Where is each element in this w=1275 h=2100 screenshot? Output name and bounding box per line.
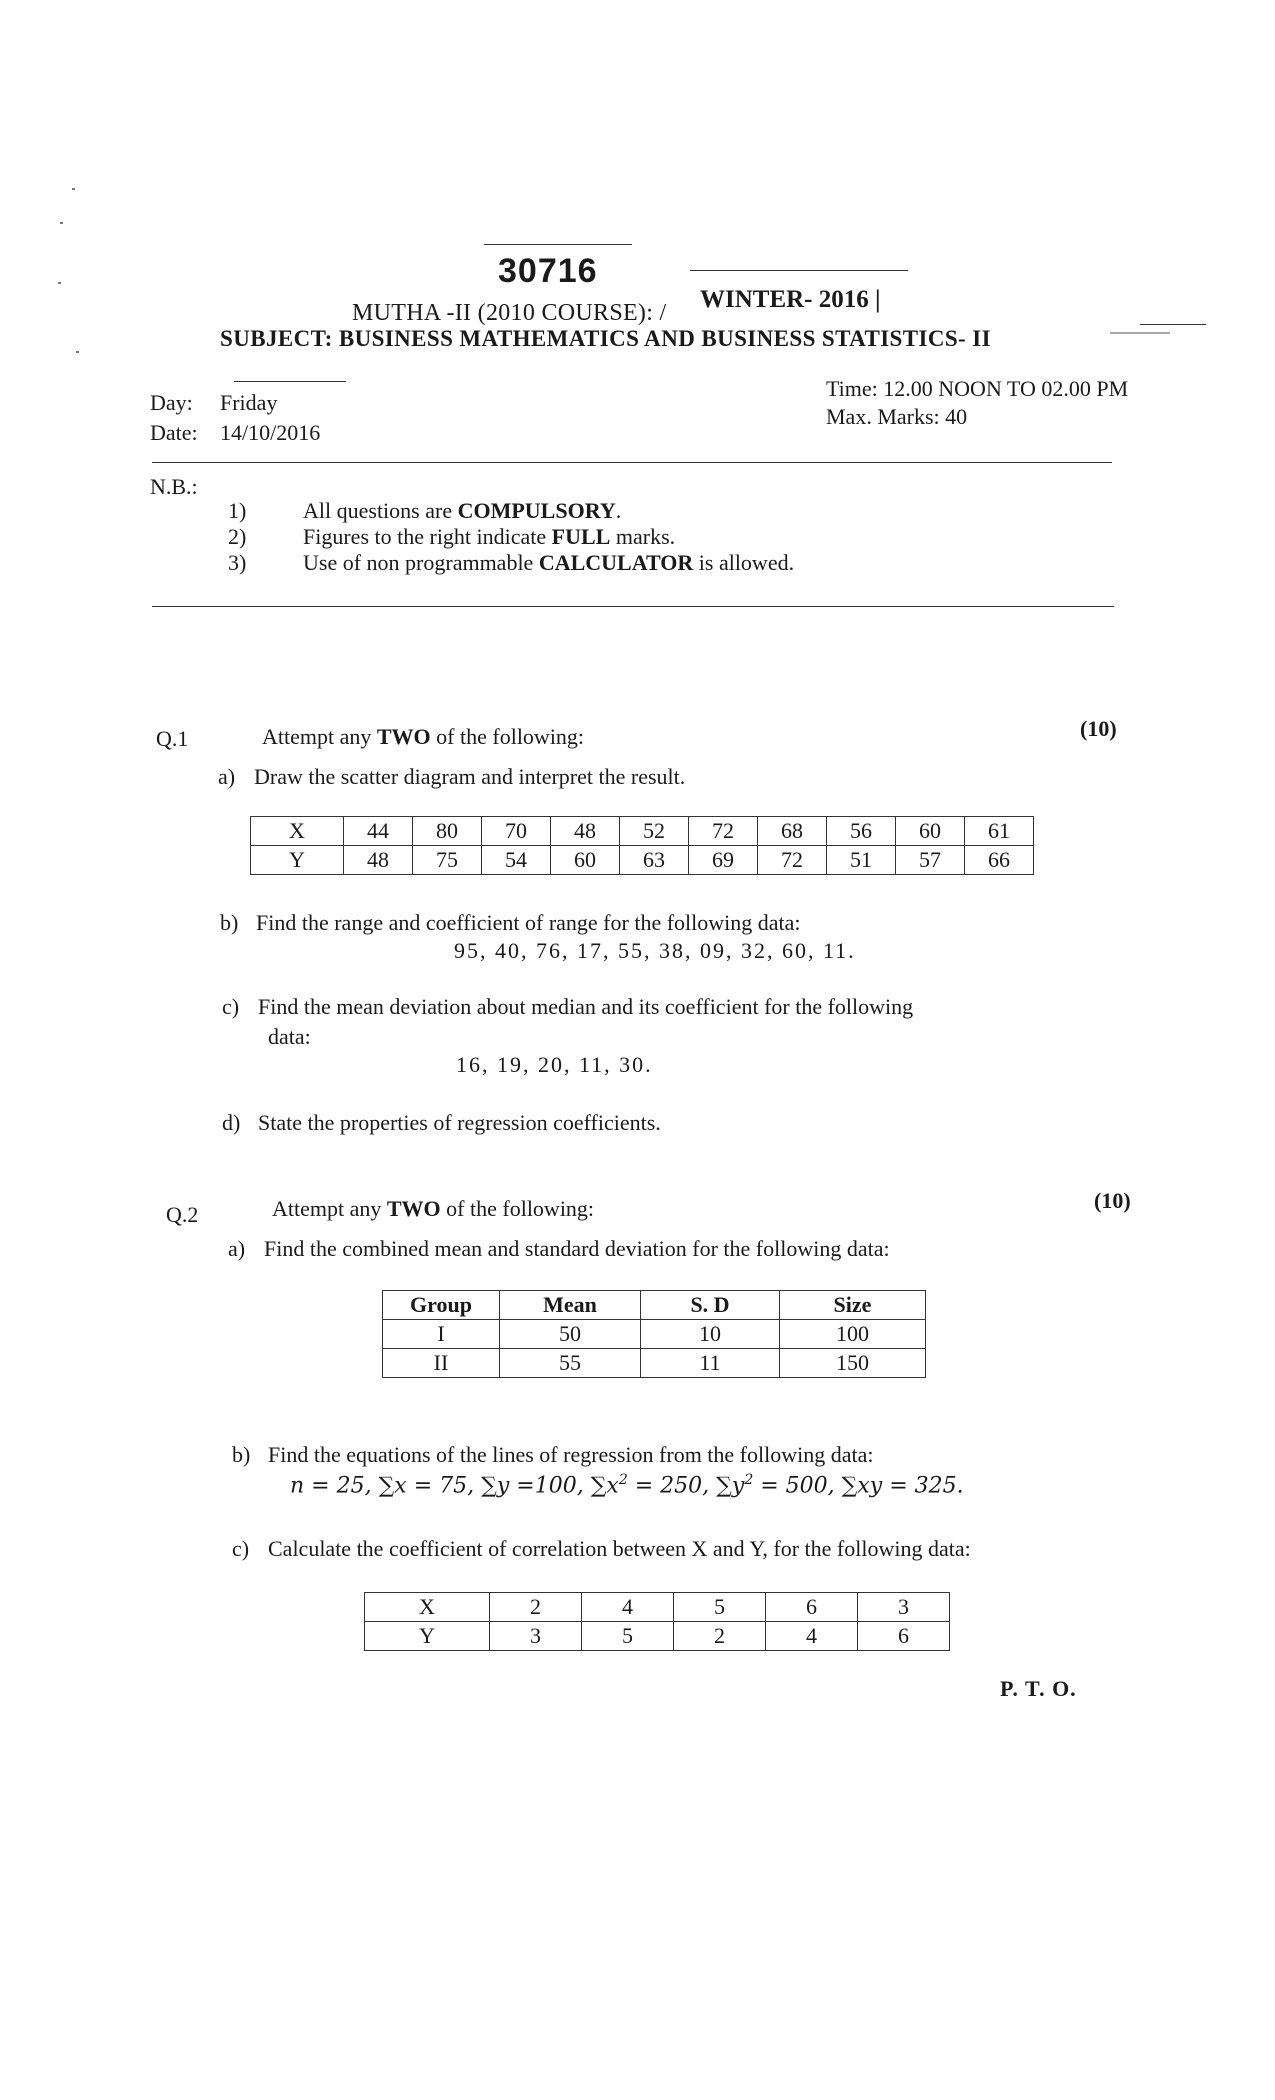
table-cell: 48 — [551, 817, 620, 846]
nb-label: N.B.: — [150, 474, 198, 499]
table-cell: 80 — [413, 817, 482, 846]
table-cell: 10 — [641, 1320, 780, 1349]
day-label: Day: — [150, 390, 193, 415]
q1-b — [220, 910, 801, 936]
q1-marks: (10) — [1080, 716, 1117, 741]
q2-b — [232, 1442, 873, 1468]
sub-letter: c) — [232, 1536, 250, 1561]
q1-d — [222, 1110, 661, 1136]
nb-item-tail: marks. — [610, 524, 676, 549]
sum-x2-base: x — [606, 1473, 619, 1499]
table-cell: 50 — [500, 1320, 641, 1349]
q2-a-text: Find the combined mean and standard deviation for the following data: — [264, 1236, 890, 1261]
nb-item-2 — [228, 524, 675, 550]
table-header-cell: S. D — [641, 1291, 780, 1320]
table-cell: 55 — [500, 1349, 641, 1378]
q2-c-text: Calculate the coefficient of correlation between X and Y, for the following data: — [268, 1536, 971, 1561]
scan-speck — [1110, 332, 1170, 334]
table-header-cell: Size — [780, 1291, 926, 1320]
table-cell: 75 — [413, 846, 482, 875]
table-cell: 44 — [344, 817, 413, 846]
date-row — [150, 420, 320, 446]
table-cell: 3 — [490, 1622, 582, 1651]
nb-item-1 — [228, 498, 621, 524]
sigma-icon: ∑ — [716, 1473, 732, 1499]
table-cell: 72 — [758, 846, 827, 875]
table-row — [383, 1291, 926, 1320]
day-top-rule — [234, 381, 346, 382]
nb-item-emphasis: FULL — [551, 524, 611, 549]
table-row — [383, 1320, 926, 1349]
table-cell: 3 — [858, 1593, 950, 1622]
q1-c-text: Find the mean deviation about median and its coefficient for the following — [258, 994, 914, 1019]
sub-letter: a) — [228, 1236, 246, 1261]
q2-instruction: Attempt any TWO of the following: — [272, 1196, 595, 1221]
table-cell: 4 — [582, 1593, 674, 1622]
max-marks-label: Max. Marks: — [826, 404, 940, 429]
course-line: MUTHA -II (2010 COURSE): / — [352, 300, 667, 326]
please-turn-over: P. T. O. — [1000, 1676, 1077, 1701]
table-cell: 60 — [896, 817, 965, 846]
q1-c-data: 16, 19, 20, 11, 30. — [456, 1052, 653, 1077]
sub-letter: d) — [222, 1110, 241, 1135]
table-cell: 54 — [482, 846, 551, 875]
table-row — [251, 846, 1034, 875]
table-cell: 100 — [780, 1320, 926, 1349]
table-header-cell: Y — [251, 846, 344, 875]
table-row — [383, 1349, 926, 1378]
day-value: Friday — [220, 390, 278, 415]
table-cell: 150 — [780, 1349, 926, 1378]
date-label: Date: — [150, 420, 198, 445]
table-header-cell: X — [251, 817, 344, 846]
time-label: Time: — [826, 376, 878, 401]
time-value: 12.00 NOON TO 02.00 PM — [883, 376, 1129, 401]
q1-c — [222, 994, 913, 1020]
table-header-cell: X — [365, 1593, 490, 1622]
sub-letter: b) — [220, 910, 239, 935]
table-cell: 57 — [896, 846, 965, 875]
nb-item-3 — [228, 550, 794, 576]
table-cell: 11 — [641, 1349, 780, 1378]
table-cell: I — [383, 1320, 500, 1349]
sub-letter: b) — [232, 1442, 251, 1467]
nb-item-text: Figures to the right indicate — [303, 524, 552, 549]
header-bottom-rule — [152, 462, 1112, 463]
season-top-rule — [690, 270, 908, 271]
table-cell: 52 — [620, 817, 689, 846]
table-header-cell: Group — [383, 1291, 500, 1320]
scan-speck — [72, 188, 75, 190]
q2-a-table — [382, 1290, 926, 1378]
paper-code: 30716 — [498, 252, 598, 290]
max-marks-value: 40 — [945, 404, 968, 429]
q1-a-table — [250, 816, 1034, 875]
q2-c-table — [364, 1592, 950, 1651]
q1-b-data: 95, 40, 76, 17, 55, 38, 09, 32, 60, 11. — [454, 938, 856, 963]
nb-item-tail: . — [615, 498, 622, 523]
scan-speck — [76, 351, 79, 353]
sigma-icon: ∑ — [841, 1473, 858, 1499]
table-cell: 5 — [674, 1593, 766, 1622]
q2-b-text: Find the equations of the lines of regression from the following data: — [268, 1442, 874, 1467]
q2-c — [232, 1536, 971, 1562]
season-label: WINTER- 2016 | — [700, 286, 881, 313]
table-cell: 66 — [965, 846, 1034, 875]
table-header-cell: Mean — [500, 1291, 641, 1320]
nb-item-text: Use of non programmable — [303, 550, 539, 575]
nb-item-emphasis: CALCULATOR — [538, 550, 694, 575]
marks-row — [826, 404, 967, 430]
q1-d-text: State the properties of regression coefficients. — [258, 1110, 661, 1135]
sum-y2-base: y — [731, 1473, 745, 1499]
instructions-bottom-rule — [152, 606, 1114, 607]
sub-letter: c) — [222, 994, 240, 1019]
nb-item-text: All questions are — [303, 498, 458, 523]
table-cell: 61 — [965, 817, 1034, 846]
day-row — [150, 390, 277, 416]
sigma-icon: ∑ — [378, 1473, 395, 1499]
sum-xy: xy = 325. — [857, 1473, 964, 1499]
sub-letter: a) — [218, 764, 236, 789]
table-row — [365, 1593, 950, 1622]
q2-a — [228, 1236, 890, 1262]
date-value: 14/10/2016 — [220, 420, 321, 445]
code-top-rule — [484, 244, 632, 245]
squared-exponent: 2 — [744, 1472, 754, 1488]
table-cell: 5 — [582, 1622, 674, 1651]
nb-item-emphasis: COMPULSORY — [457, 498, 616, 523]
nb-item-number: 3) — [228, 550, 247, 575]
table-cell: 51 — [827, 846, 896, 875]
q2-number: Q.2 — [166, 1202, 199, 1227]
table-cell: 69 — [689, 846, 758, 875]
table-cell: 72 — [689, 817, 758, 846]
table-cell: 48 — [344, 846, 413, 875]
q1-b-text: Find the range and coefficient of range for the following data: — [256, 910, 801, 935]
table-cell: 56 — [827, 817, 896, 846]
q1-instruction: Attempt any TWO of the following: — [262, 724, 585, 749]
sum-y2-value: = 500, — [753, 1473, 835, 1499]
table-cell: II — [383, 1349, 500, 1378]
table-row — [251, 817, 1034, 846]
right-margin-rule — [1140, 324, 1206, 325]
table-cell: 4 — [766, 1622, 858, 1651]
table-cell: 70 — [482, 817, 551, 846]
table-cell: 6 — [858, 1622, 950, 1651]
scan-speck — [58, 282, 61, 284]
table-header-cell: Y — [365, 1622, 490, 1651]
q1-number: Q.1 — [156, 726, 189, 751]
table-cell: 63 — [620, 846, 689, 875]
sum-x2-value: = 250, — [627, 1473, 710, 1499]
q1-a-text: Draw the scatter diagram and interpret the result. — [254, 764, 686, 789]
table-row — [365, 1622, 950, 1651]
subject-line: SUBJECT: BUSINESS MATHEMATICS AND BUSINESS STATISTICS- II — [220, 326, 991, 351]
table-cell: 6 — [766, 1593, 858, 1622]
q1-c-text-cont: data: — [268, 1024, 311, 1049]
sum-x: x = 75, — [394, 1473, 475, 1499]
table-cell: 60 — [551, 846, 620, 875]
table-cell: 68 — [758, 817, 827, 846]
sigma-icon: ∑ — [590, 1473, 607, 1499]
nb-item-number: 2) — [228, 524, 247, 549]
table-cell: 2 — [674, 1622, 766, 1651]
table-cell: 2 — [490, 1593, 582, 1622]
sample-size: n = 25, — [290, 1473, 372, 1499]
time-row — [826, 376, 1128, 402]
scan-speck — [60, 222, 63, 224]
squared-exponent: 2 — [618, 1472, 628, 1488]
sigma-icon: ∑ — [481, 1473, 497, 1499]
sum-y: y =100, — [496, 1473, 584, 1499]
q2-b-sums — [290, 1472, 964, 1498]
nb-item-tail: is allowed. — [693, 550, 795, 575]
q1-a — [218, 764, 685, 790]
q2-marks: (10) — [1094, 1188, 1131, 1213]
nb-item-number: 1) — [228, 498, 247, 523]
